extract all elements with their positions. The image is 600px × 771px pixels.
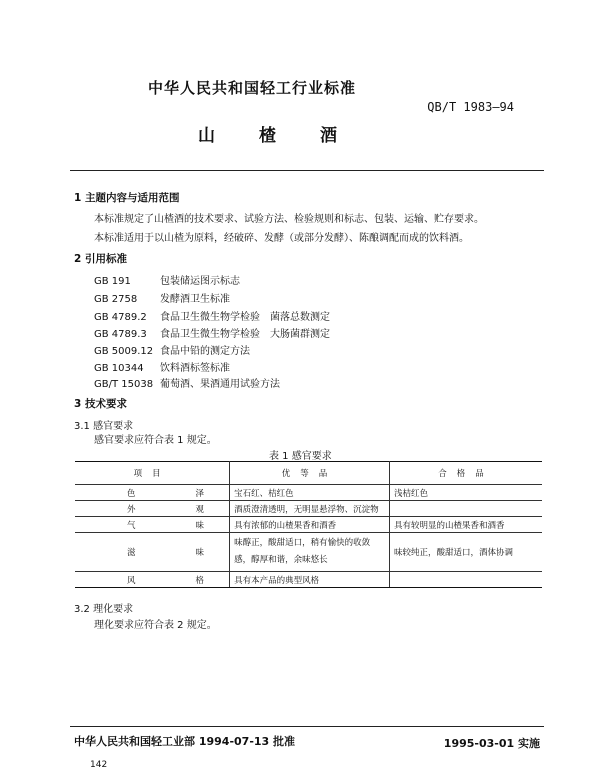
document-title: [198, 121, 381, 146]
section-1-paragraph: 本标准适用于以山楂为原料，经破碎、发酵（或部分发酵）、陈酿调配而成的饮料酒。: [94, 233, 469, 244]
title-char-2: 楂: [259, 126, 276, 146]
table-cell: [389, 572, 542, 588]
reference-item: GB 4789.2 食品卫生微生物学检验 菌落总数测定: [94, 312, 330, 323]
page-number: 142: [90, 760, 108, 770]
reference-item: GB 2758 发酵酒卫生标准: [94, 294, 230, 305]
table-cell: 具有较明显的山楂果香和酒香: [389, 517, 542, 533]
section-3-heading: 3 技术要求: [74, 398, 127, 410]
table-row: 风 格 具有本产品的典型风格: [75, 572, 542, 588]
table-cell: 味较纯正，酸甜适口，酒体协调: [389, 533, 542, 572]
sensory-requirements-table: [75, 461, 542, 588]
table-header-qualified: 合格品: [389, 462, 542, 485]
table-cell: 味醇正，酸甜适口，稍有愉快的收敛感，醇厚和谐，余味悠长: [230, 533, 390, 572]
organization-title: 中华人民共和国轻工行业标准: [148, 79, 357, 97]
table-cell: 浅桔红色: [389, 485, 542, 501]
standard-code: QB/T 1983—94: [427, 100, 514, 114]
section-2-heading: 2 引用标准: [74, 253, 127, 265]
section-3-1-text: 感官要求应符合表 1 规定。: [94, 435, 217, 446]
implementation-date: 1995-03-01 实施: [443, 737, 540, 750]
table-row: 外 观 酒质澄清透明，无明显悬浮物、沉淀物: [75, 501, 542, 517]
reference-item: GB 191 包装储运图示标志: [94, 276, 240, 287]
reference-item: GB/T 15038 葡萄酒、果酒通用试验方法: [94, 379, 280, 390]
table-row: 气 味 具有浓郁的山楂果香和酒香 具有较明显的山楂果香和酒香: [75, 517, 542, 533]
title-char-1: 山: [198, 126, 215, 146]
table-cell: 具有本产品的典型风格: [230, 572, 390, 588]
section-3-2-text: 理化要求应符合表 2 规定。: [94, 620, 217, 631]
reference-item: GB 4789.3 食品卫生微生物学检验 大肠菌群测定: [94, 329, 330, 340]
reference-item: GB 5009.12 食品中铅的测定方法: [94, 346, 250, 357]
section-1-heading: 1 主题内容与适用范围: [74, 192, 180, 204]
table-1-caption: 表 1 感官要求: [269, 451, 332, 462]
section-1-paragraph: 本标准规定了山楂酒的技术要求、试验方法、检验规则和标志、包装、运输、贮存要求。: [94, 214, 484, 225]
section-3-2-heading: 3.2 理化要求: [74, 604, 134, 615]
section-3-1-heading: 3.1 感官要求: [74, 421, 134, 432]
table-cell: 酒质澄清透明，无明显悬浮物、沉淀物: [230, 501, 390, 517]
table-cell: 宝石红、桔红色: [230, 485, 390, 501]
footer-divider: [70, 726, 544, 727]
table-row: 色 泽 宝石红、桔红色 浅桔红色: [75, 485, 542, 501]
approval-line: 中华人民共和国轻工业部 1994-07-13 批准: [74, 735, 296, 748]
header-divider: [70, 170, 544, 171]
table-cell: [389, 501, 542, 517]
table-row: 滋 味 味醇正，酸甜适口，稍有愉快的收敛感，醇厚和谐，余味悠长 味较纯正，酸甜适口，酒体协调: [75, 533, 542, 572]
reference-item: GB 10344 饮料酒标签标准: [94, 363, 230, 374]
table-cell: 具有浓郁的山楂果香和酒香: [230, 517, 390, 533]
title-char-3: 酒: [320, 126, 337, 146]
table-header-premium: 优等品: [230, 462, 390, 485]
table-header-item: 项目: [75, 462, 230, 485]
